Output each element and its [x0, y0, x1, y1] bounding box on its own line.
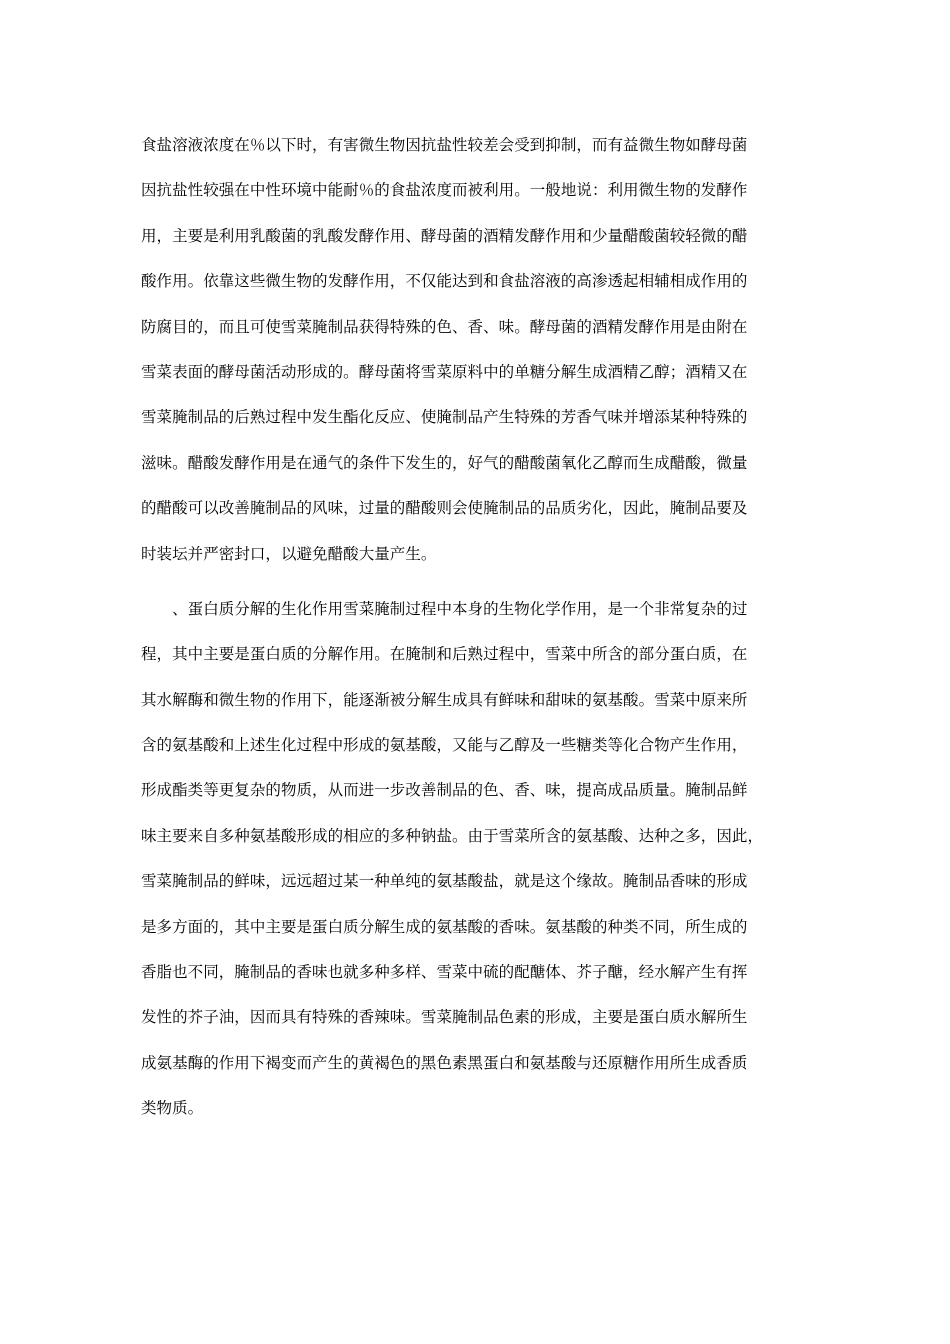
text-line: 因抗盐性较强在中性环境中能耐％的食盐浓度而被利用。一般地说：利用微生物的发酵作 [141, 181, 748, 200]
text-line: 时装坛并严密封口，以避免醋酸大量产生。 [141, 544, 437, 563]
text-line: 类物质。 [141, 1099, 204, 1118]
text-line: 的醋酸可以改善腌制品的风味，过量的醋酸则会使腌制品的品质劣化，因此，腌制品要及 [141, 499, 748, 518]
text-line: 香脂也不同，腌制品的香味也就多种多样、雪菜中硫的配醣体、芥子醣，经水解产生有挥 [141, 963, 748, 982]
text-line: 含的氨基酸和上述生化过程中形成的氨基酸，又能与乙醇及一些糖类等化合物产生作用， [141, 736, 748, 755]
text-line: 食盐溶液浓度在％以下时，有害微生物因抗盐性较差会受到抑制，而有益微生物如酵母菌 [141, 136, 748, 154]
text-line: 发性的芥子油，因而具有特殊的香辣味。雪菜腌制品色素的形成，主要是蛋白质水解所生 [141, 1008, 748, 1027]
text-line: 味主要来自多种氨基酸形成的相应的多种钠盐。由于雪菜所含的氨基酸、达种之多，因此， [141, 826, 764, 845]
text-line: 、蛋白质分解的生化作用雪菜腌制过程中本身的生物化学作用，是一个非常复杂的过 [141, 599, 748, 618]
text-line: 滋味。醋酸发酵作用是在通气的条件下发生的，好气的醋酸菌氧化乙醇而生成醋酸，微量 [141, 453, 748, 472]
paragraph-fermentation [141, 123, 825, 577]
paragraph-protein-decomposition [141, 587, 825, 1132]
paragraph-spacer [141, 577, 825, 587]
text-line: 防腐目的，而且可使雪菜腌制品获得特殊的色、香、味。酵母菌的酒精发酵作用是由附在 [141, 317, 748, 336]
text-line: 其水解酶和微生物的作用下，能逐渐被分解生成具有鲜味和甜味的氨基酸。雪菜中原来所 [141, 690, 748, 709]
text-line: 成氨基酶的作用下褐变而产生的黄褐色的黑色素黑蛋白和氨基酸与还原糖作用所生成香质 [141, 1053, 748, 1072]
text-line: 形成酯类等更复杂的物质，从而进一步改善制品的色、香、味，提高成品质量。腌制品鲜 [141, 781, 748, 800]
text-line: 雪菜腌制品的后熟过程中发生酯化反应、使腌制品产生特殊的芳香气味并增添某种特殊的 [141, 408, 748, 427]
text-line: 程，其中主要是蛋白质的分解作用。在腌制和后熟过程中，雪菜中所含的部分蛋白质，在 [141, 645, 748, 664]
text-line: 雪菜表面的酵母菌活动形成的。酵母菌将雪菜原料中的单糖分解生成酒精乙醇；酒精又在 [141, 362, 748, 381]
text-line: 是多方面的，其中主要是蛋白质分解生成的氨基酸的香味。氨基酸的种类不同，所生成的 [141, 917, 748, 936]
document-body [141, 123, 825, 1132]
text-line: 酸作用。依靠这些微生物的发酵作用，不仅能达到和食盐溶液的高渗透起相辅相成作用的 [141, 272, 748, 291]
text-line: 用，主要是利用乳酸菌的乳酸发酵作用、酵母菌的酒精发酵作用和少量醋酸菌较轻微的醋 [141, 226, 748, 245]
text-line: 雪菜腌制品的鲜味，远远超过某一种单纯的氨基酸盐，就是这个缘故。腌制品香味的形成 [141, 872, 748, 891]
